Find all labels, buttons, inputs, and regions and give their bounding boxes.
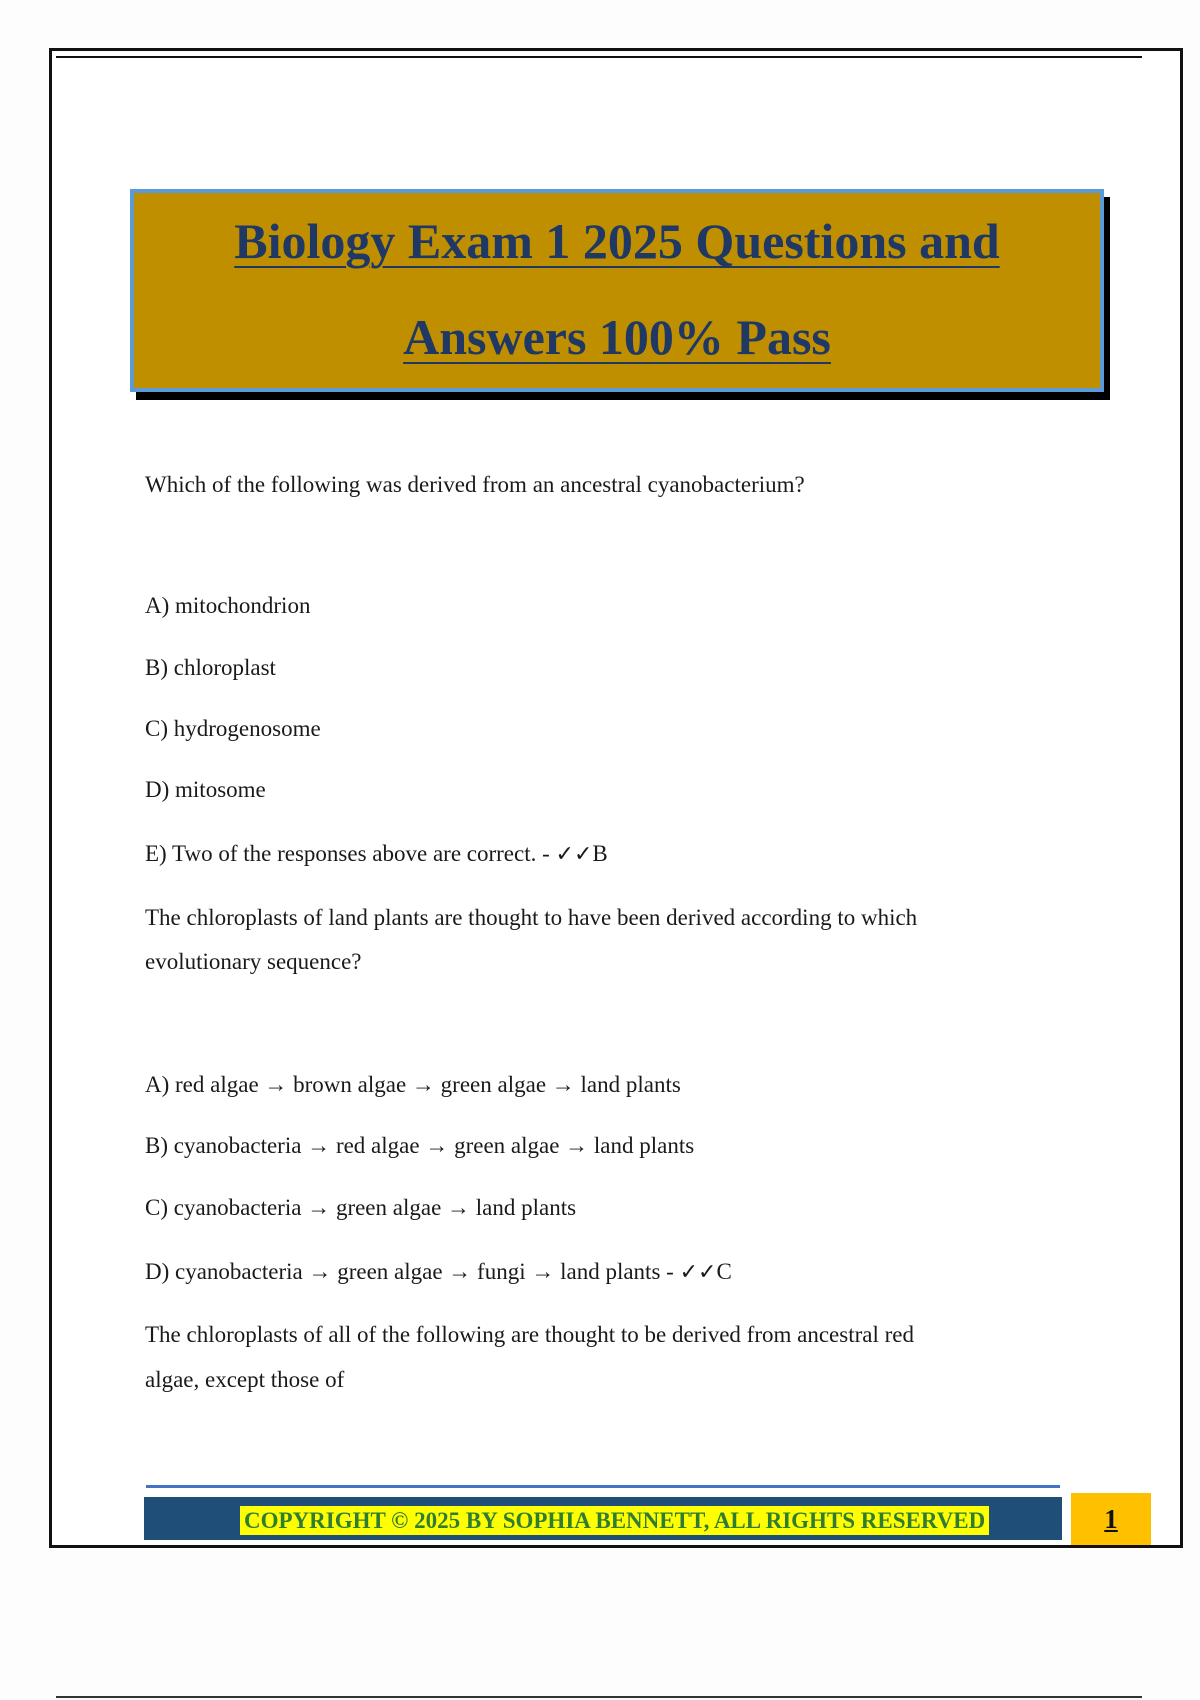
question-2-option-b: B) cyanobacteria → red algae → green algae → land plants: [145, 1133, 695, 1158]
title-line-2: Answers 100% Pass: [403, 309, 831, 365]
question-1-option-d: D) mitosome: [145, 777, 266, 802]
footer-rule: [146, 1485, 1060, 1488]
page-number: 1: [1104, 1504, 1118, 1534]
question-1-option-e: [145, 831, 1075, 877]
bottom-rule: [56, 1696, 1142, 1698]
top-rule: [56, 56, 1142, 58]
question-1-answer: B: [592, 841, 608, 866]
checkmark-icon: ✓✓: [555, 842, 593, 867]
page-number-box: [1071, 1493, 1151, 1545]
question-2-option-d: [145, 1249, 1075, 1295]
checkmark-icon: ✓✓: [679, 1260, 717, 1285]
question-2-text-line-2: evolutionary sequence?: [145, 949, 362, 974]
question-1-option-a: A) mitochondrion: [145, 593, 311, 618]
question-2-option-c: C) cyanobacteria → green algae → land plants: [145, 1195, 577, 1220]
title-banner: [130, 189, 1104, 392]
question-1-option-c: C) hydrogenosome: [145, 716, 321, 741]
question-1-option-b: B) chloroplast: [145, 655, 276, 680]
question-3-text-line-1: The chloroplasts of all of the following are thought to be derived from ancestral red: [145, 1322, 914, 1347]
question-1-text: Which of the following was derived from an ancestral cyanobacterium?: [145, 472, 805, 497]
copyright-notice: COPYRIGHT © 2025 BY SOPHIA BENNETT, ALL RIGHTS RESERVED: [240, 1506, 989, 1535]
question-3-text-line-2: algae, except those of: [145, 1367, 345, 1392]
option-e-label: E) Two of the responses above are correct. -: [145, 841, 556, 866]
question-2-text-line-1: The chloroplasts of land plants are thought to have been derived according to which: [145, 905, 918, 930]
option-d-label: D) cyanobacteria → green algae → fungi → land plants -: [145, 1259, 680, 1284]
question-2-option-a: A) red algae → brown algae → green algae → land plants: [145, 1072, 681, 1097]
question-2-answer: C: [716, 1259, 732, 1284]
title-line-1: Biology Exam 1 2025 Questions and: [234, 213, 1000, 269]
